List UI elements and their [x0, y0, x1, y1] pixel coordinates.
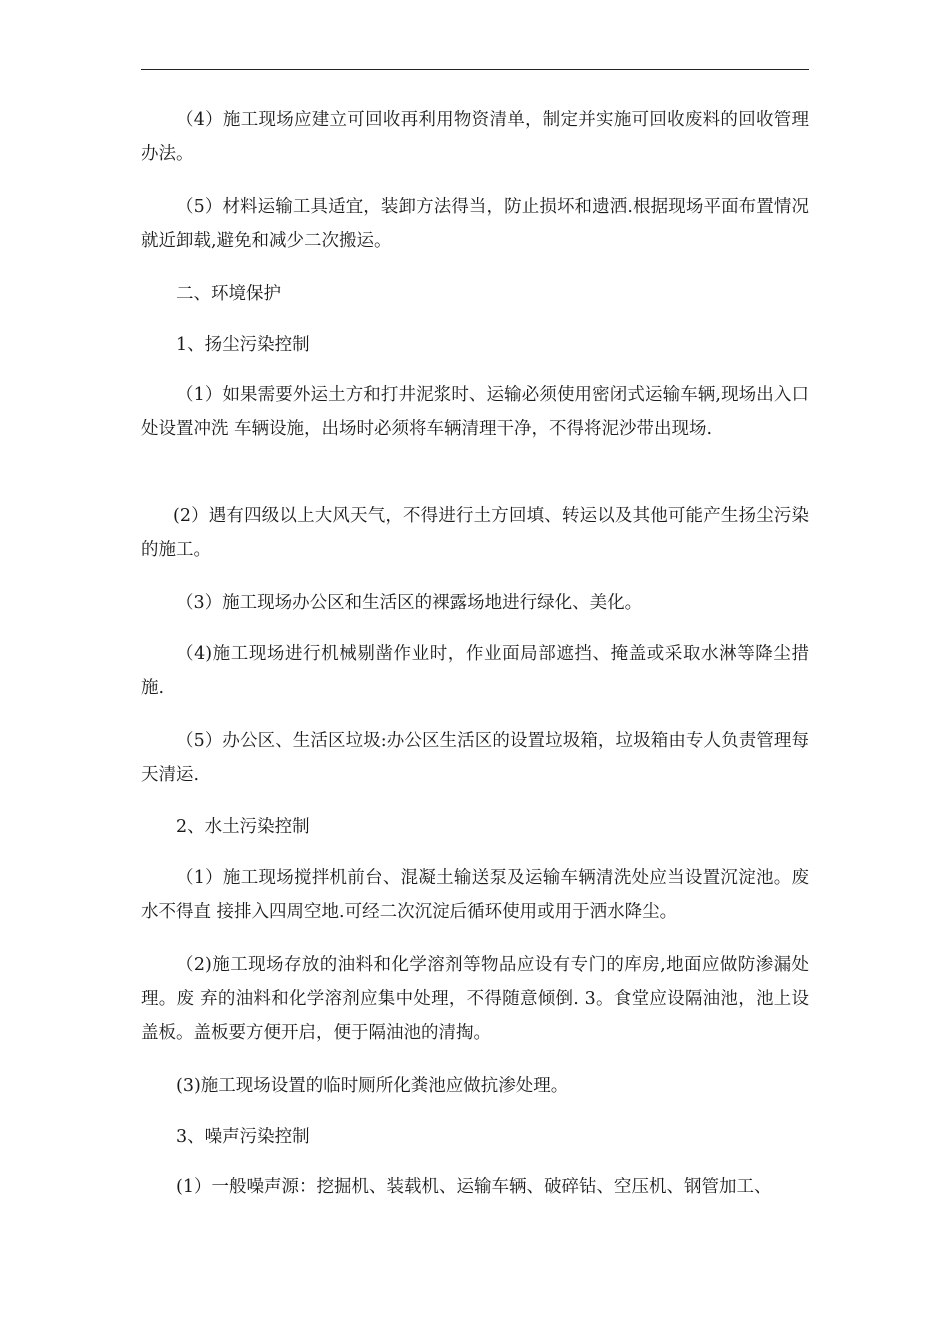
paragraph-recycling-list: （4）施工现场应建立可回收再利用物资清单，制定并实施可回收废料的回收管理办法。	[141, 110, 809, 164]
paragraph-transport-tools: （5）材料运输工具适宜，装卸方法得当，防止损坏和遗洒.根据现场平面布置情况就近卸载,避免和减少二次搬运。	[141, 197, 809, 251]
paragraph-dust-1: （1）如果需要外运土方和打井泥浆时、运输必须使用密闭式运输车辆,现场出入口处设置冲洗 车辆设施，出场时必须将车辆清理干净，不得将泥沙带出现场.	[141, 385, 809, 439]
paragraph-dust-5: （5）办公区、生活区垃圾:办公区生活区的设置垃圾箱，垃圾箱由专人负责管理每天清运.	[141, 731, 809, 785]
subheading-dust-control: 1、扬尘污染控制	[176, 335, 310, 355]
paragraph-dust-4: （4)施工现场进行机械剔凿作业时，作业面局部遮挡、掩盖或采取水淋等降尘措施.	[141, 644, 809, 698]
paragraph-dust-2: (2）遇有四级以上大风天气，不得进行土方回填、转运以及其他可能产生扬尘污染的施工。	[141, 506, 809, 560]
paragraph-noise-1: (1）一般噪声源：挖掘机、装载机、运输车辆、破碎钻、空压机、钢管加工、	[176, 1177, 772, 1197]
paragraph-water-1: （1）施工现场搅拌机前台、混凝土输送泵及运输车辆清洗处应当设置沉淀池。废水不得直 接排入四周空地.可经二次沉淀后循环使用或用于洒水降尘。	[141, 868, 809, 922]
header-rule	[141, 69, 809, 70]
subheading-water-soil: 2、水土污染控制	[176, 817, 310, 837]
section-heading-environment: 二、环境保护	[176, 284, 281, 304]
paragraph-water-3: (3)施工现场设置的临时厕所化粪池应做抗渗处理。	[176, 1076, 569, 1096]
paragraph-water-2: （2)施工现场存放的油料和化学溶剂等物品应设有专门的库房,地面应做防渗漏处理。废 弃的油料和化学溶剂应集中处理，不得随意倾倒. 3。食堂应设隔油池，池上设盖板。盖板要方便开启，便于隔油池的清掏。	[141, 955, 809, 1043]
subheading-noise-control: 3、噪声污染控制	[176, 1127, 310, 1147]
paragraph-dust-3: （3）施工现场办公区和生活区的裸露场地进行绿化、美化。	[176, 593, 643, 613]
